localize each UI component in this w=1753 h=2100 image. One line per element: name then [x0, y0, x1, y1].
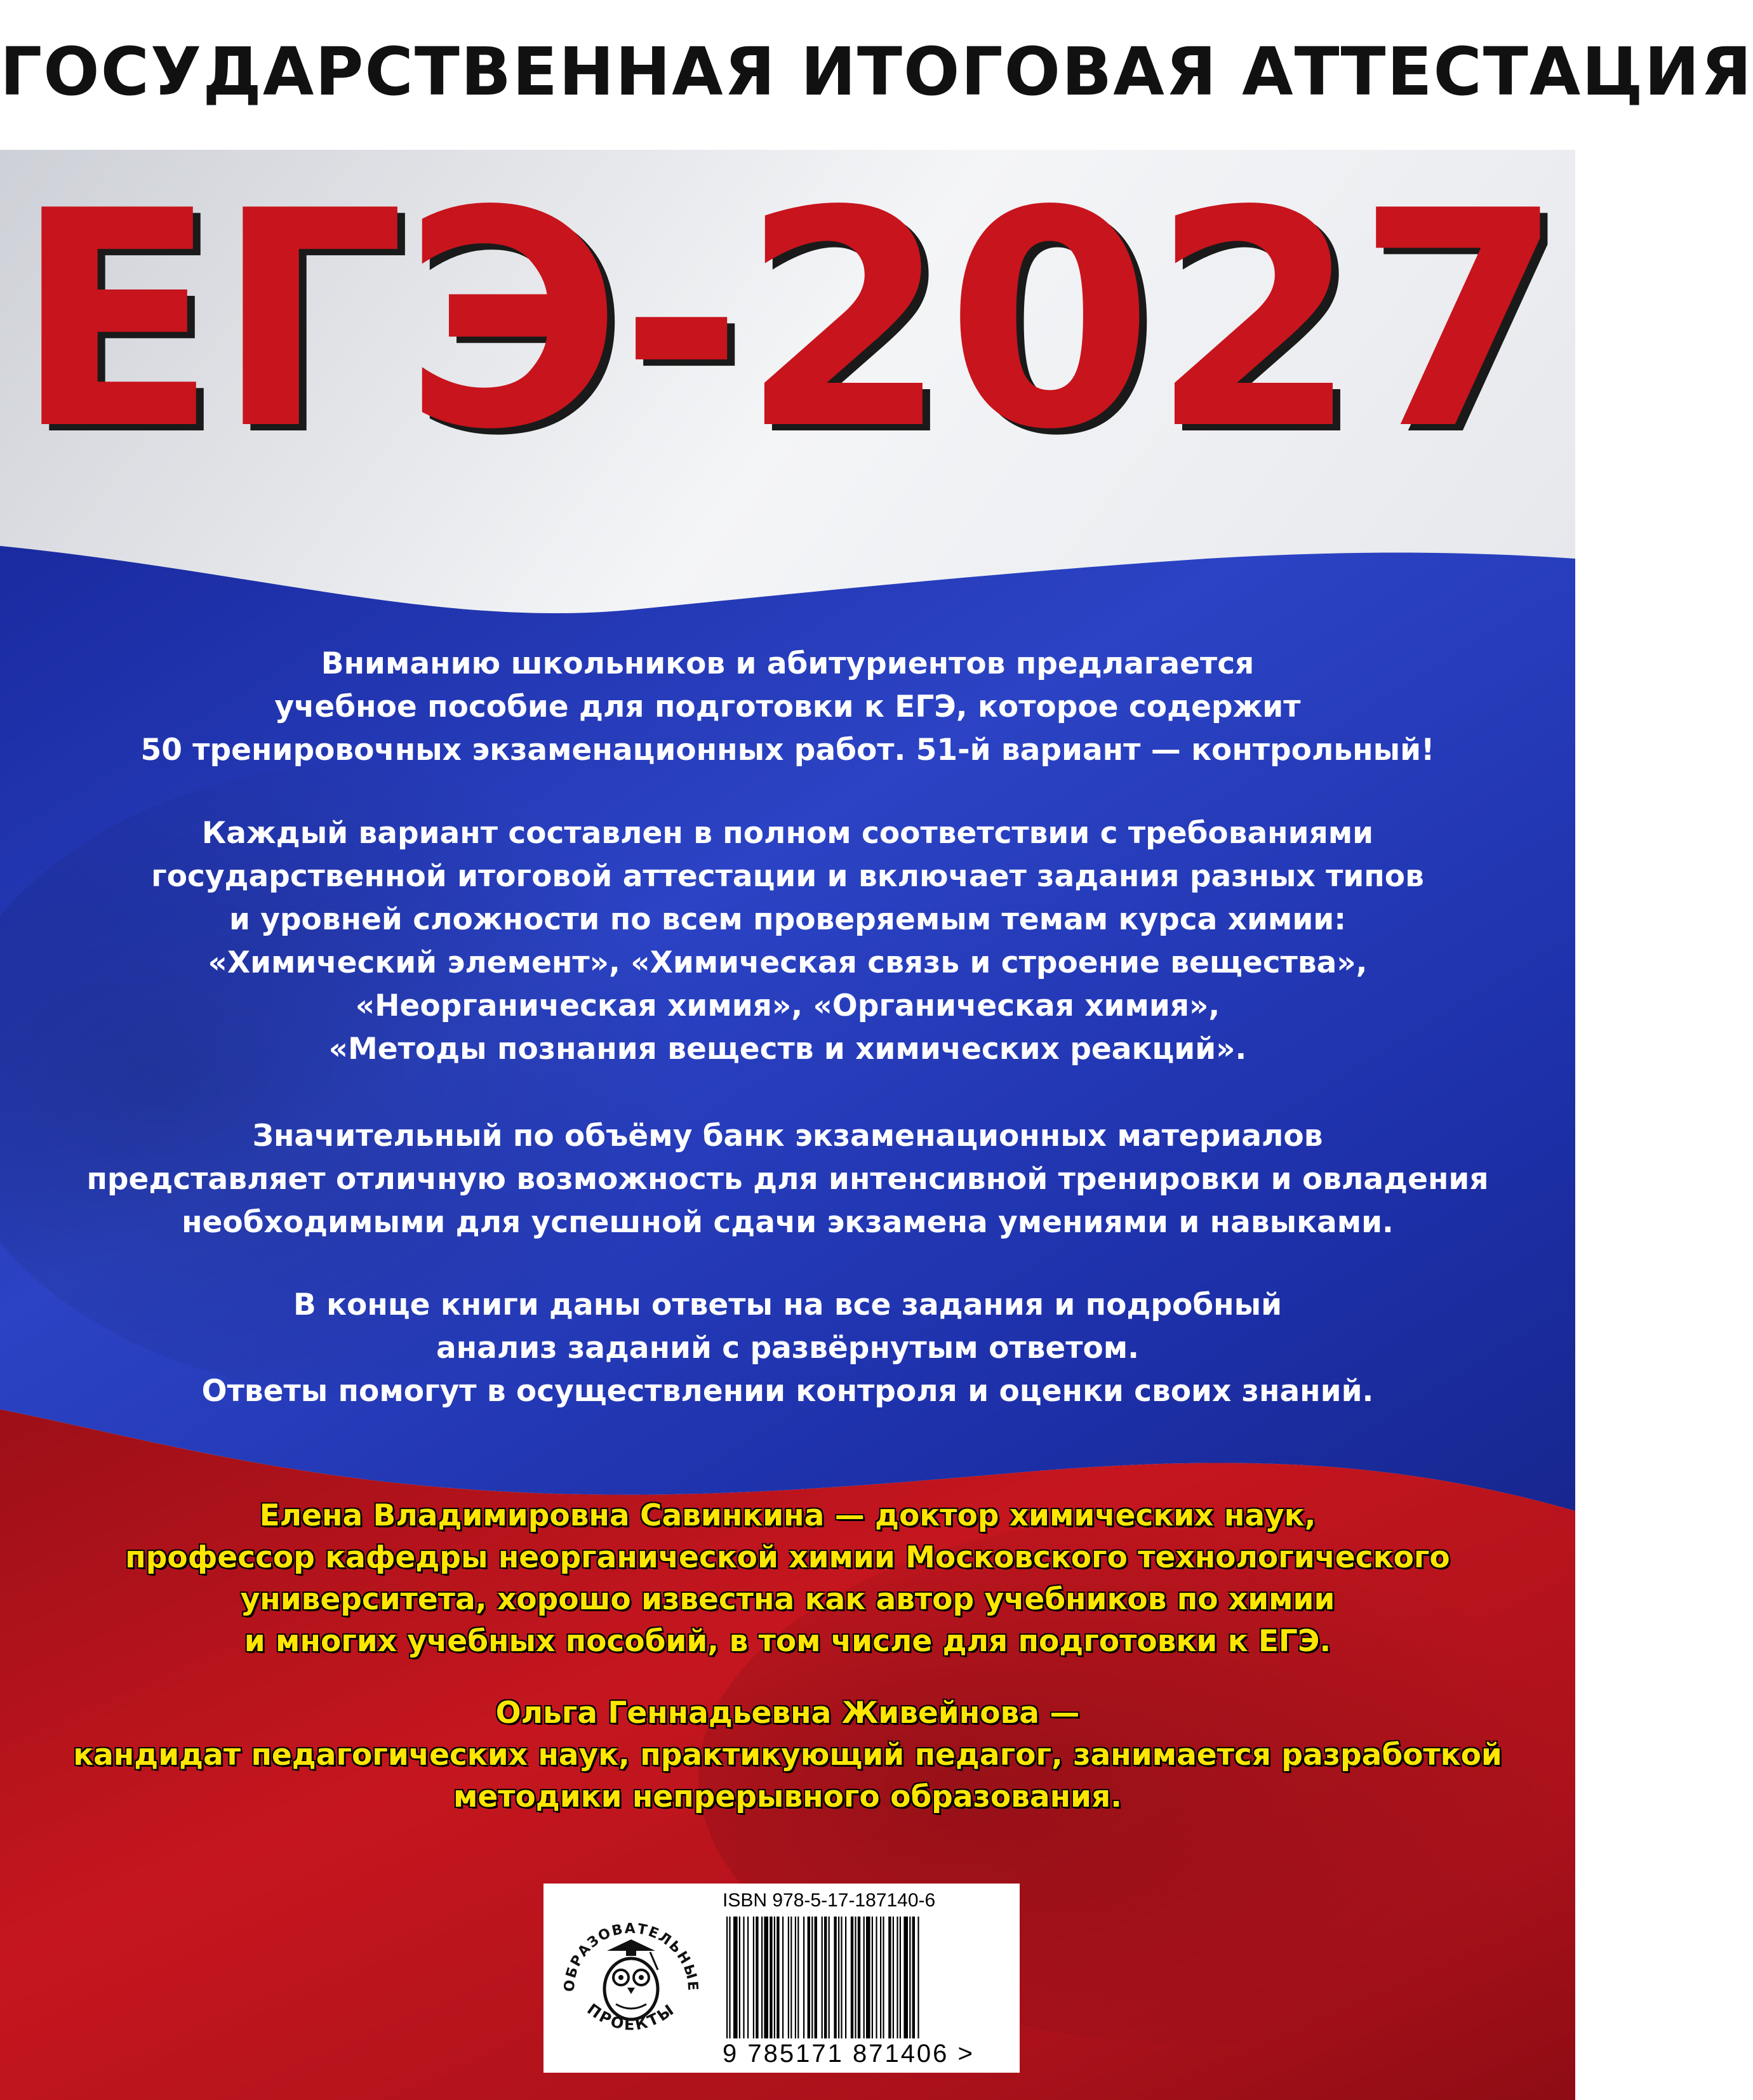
barcode-bar	[795, 1917, 796, 2038]
text-line: Вниманию школьников и абитуриентов предлагается	[321, 646, 1255, 681]
description-paragraph-1	[51, 642, 1524, 772]
barcode-bar	[753, 1917, 754, 2038]
barcode-bar	[851, 1917, 853, 2038]
text-line: Ольга Геннадьевна Живейнова —	[495, 1696, 1080, 1731]
text-line: кандидат педагогических наук, практикующий педагог, занимается разработкой	[73, 1738, 1502, 1772]
text-line: «Неорганическая химия», «Органическая химия»,	[355, 988, 1220, 1023]
barcode-bar	[888, 1917, 891, 2038]
barcode-bar	[896, 1917, 898, 2038]
barcode-bar	[900, 1917, 901, 2038]
barcode-bar	[797, 1917, 799, 2038]
text-line: анализ заданий с развёрнутым ответом.	[436, 1331, 1140, 1366]
text-line: профессор кафедры неорганической химии Московского технологического	[125, 1540, 1450, 1575]
barcode-bar	[845, 1917, 846, 2038]
barcode-bar	[743, 1917, 744, 2038]
text-line: Ответы помогут в осуществлении контроля и оценки своих знаний.	[201, 1374, 1374, 1409]
barcode-bar	[733, 1917, 738, 2038]
text-line: и многих учебных пособий, в том числе для подготовки к ЕГЭ.	[244, 1624, 1331, 1659]
text-line: «Методы познания веществ и химических реакций».	[328, 1032, 1247, 1067]
text-line: «Химический элемент», «Химическая связь и строение вещества»,	[208, 945, 1368, 980]
barcode-bar	[903, 1917, 908, 2038]
barcode-bar	[803, 1917, 804, 2038]
barcode-bar	[858, 1917, 860, 2038]
barcode-bar	[761, 1917, 763, 2038]
text-line: Каждый вариант составлен в полном соответствии с требованиями	[201, 816, 1374, 851]
isbn-label: ISBN 978-5-17-187140-6	[723, 1890, 936, 1911]
text-line: и уровней сложности по всем проверяемым темам курса химии:	[229, 902, 1347, 937]
svg-text:ПРОЕКТЫ	[584, 2000, 679, 2034]
barcode-bar	[866, 1917, 870, 2038]
barcode-bar	[880, 1917, 881, 2038]
barcode-bar	[729, 1917, 730, 2038]
barcode-bar	[824, 1917, 827, 2038]
barcode-bar	[893, 1917, 894, 2038]
description-paragraph-3	[51, 1115, 1524, 1244]
isbn-box	[543, 1884, 1020, 2073]
barcode-bar	[829, 1917, 830, 2038]
barcode-bar	[909, 1917, 910, 2038]
barcode-bar	[747, 1917, 749, 2038]
barcode-bar	[770, 1917, 772, 2038]
barcode-bar	[811, 1917, 813, 2038]
text-line: методики непрерывного образования.	[453, 1779, 1123, 1814]
text-line: университета, хорошо известна как автор учебников по химии	[240, 1582, 1335, 1617]
barcode-bar	[726, 1917, 728, 2038]
barcode-bar	[739, 1917, 740, 2038]
text-line: учебное пособие для подготовки к ЕГЭ, которое содержит	[274, 689, 1301, 724]
text-line: Елена Владимировна Савинкина — доктор химических наук,	[259, 1498, 1316, 1533]
barcode-bar	[876, 1917, 877, 2038]
publisher-arc-bottom: ПРОЕКТЫ	[583, 2000, 679, 2034]
barcode-bar	[782, 1917, 783, 2038]
publisher-arc-top: ОБРАЗОВАТЕЛЬНЫЕ	[561, 1920, 701, 1993]
text-line: В конце книги даны ответы на все задания и подробный	[293, 1287, 1283, 1322]
author-bio-zhiveinova	[38, 1692, 1537, 1818]
owl-mascot-icon	[604, 1939, 658, 2019]
barcode-bar	[872, 1917, 873, 2038]
barcode	[723, 1917, 1002, 2038]
barcode-bar	[883, 1917, 884, 2038]
barcode-bar	[912, 1917, 915, 2038]
text-line: Значительный по объёму банк экзаменационных материалов	[252, 1119, 1323, 1153]
barcode-bar	[756, 1917, 758, 2038]
barcode-bar	[774, 1917, 775, 2038]
barcode-digits: 9 785171 871406 >	[723, 2040, 975, 2068]
barcode-bar	[822, 1917, 823, 2038]
barcode-bar	[834, 1917, 836, 2038]
barcode-bar	[815, 1917, 817, 2038]
text-line: государственной итоговой аттестации и включает задания разных типов	[151, 859, 1424, 894]
svg-text:ОБРАЗОВАТЕЛЬНЫЕ	[562, 1921, 701, 1993]
barcode-bar	[917, 1917, 919, 2038]
barcode-bar	[764, 1917, 768, 2038]
description-paragraph-4	[51, 1284, 1524, 1413]
text-line: 50 тренировочных экзаменационных работ. 51-й вариант — контрольный!	[140, 733, 1435, 768]
barcode-bar	[841, 1917, 842, 2038]
description-paragraph-2	[51, 812, 1524, 1071]
barcode-bar	[863, 1917, 865, 2038]
barcode-bar	[790, 1917, 792, 2038]
publisher-logo	[555, 1895, 707, 2061]
author-bio-savinkina	[38, 1495, 1537, 1663]
book-title: ЕГЭ-2027	[14, 147, 1561, 495]
barcode-bar	[855, 1917, 856, 2038]
barcode-bar	[777, 1917, 779, 2038]
text-line: необходимыми для успешной сдачи экзамена умениями и навыками.	[182, 1205, 1394, 1240]
barcode-bar	[788, 1917, 789, 2038]
barcode-bar	[808, 1917, 810, 2038]
text-line: представляет отличную возможность для интенсивной тренировки и овладения	[86, 1162, 1489, 1197]
barcode-bar	[838, 1917, 839, 2038]
series-title: ГОСУДАРСТВЕННАЯ ИТОГОВАЯ АТТЕСТАЦИЯ	[0, 33, 1753, 110]
